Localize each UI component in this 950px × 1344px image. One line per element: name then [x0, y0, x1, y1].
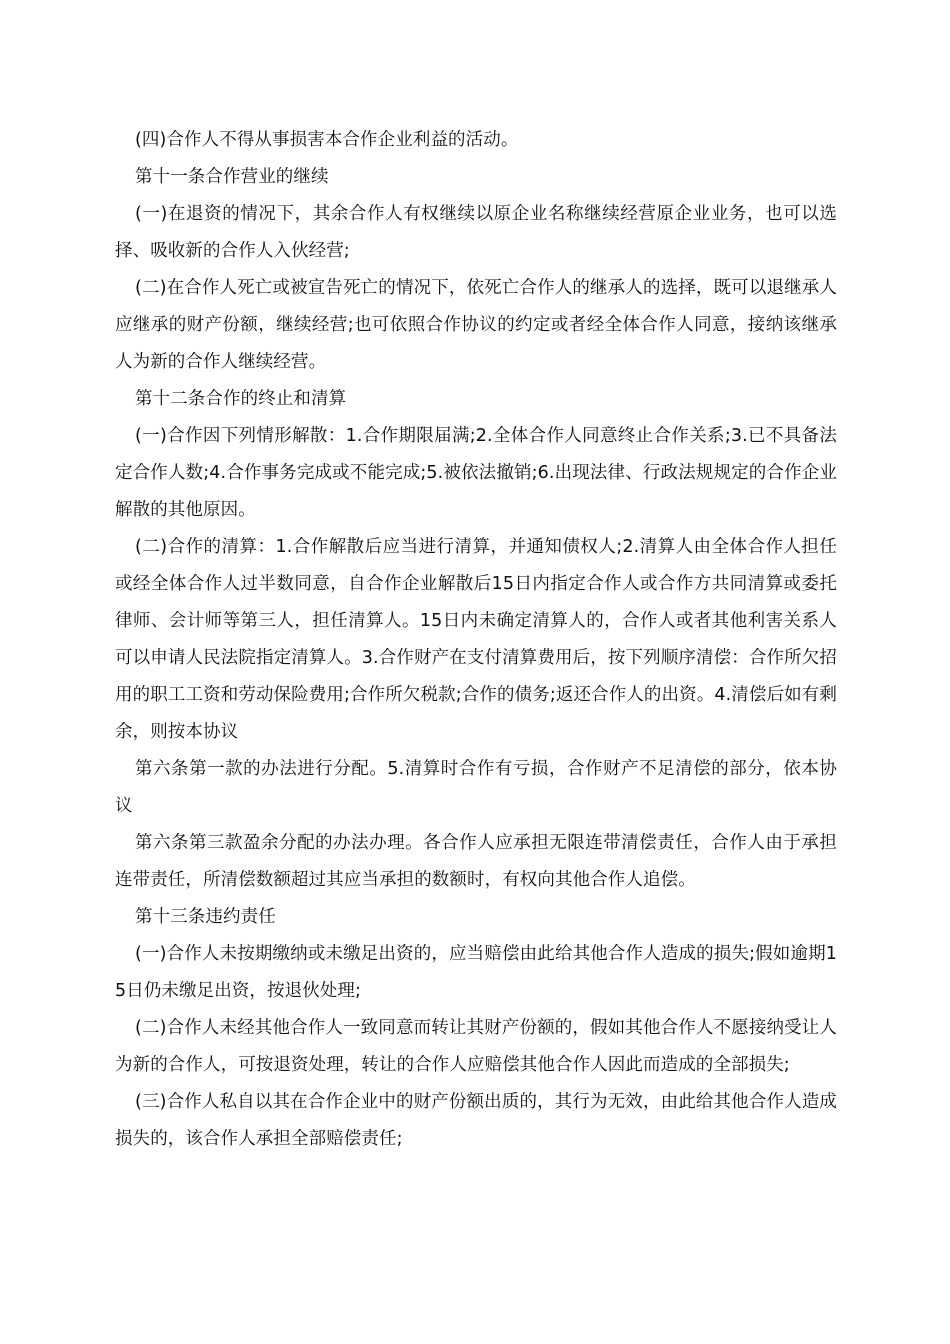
- paragraph-article-11-item-1: (一)在退资的情况下，其余合作人有权继续以原企业名称继续经营原企业业务，也可以选择、吸收新的合作人入伙经营;: [115, 204, 837, 261]
- paragraph-article-12-item-2: (二)合作的清算：1.合作解散后应当进行清算，并通知债权人;2.清算人由全体合作人担任或经全体合作人过半数同意，自合作企业解散后15日内指定合作人或合作方共同清算或委托律师、会计师等第三人，担任清算人。15日内未确定清算人的，合作人或者其他利害关系人可以申请人民法院指定清算人。3.合作财产在支付清算费用后，按下列顺序清偿：合作所欠招用的职工工资和劳动保险费用;合作所欠税款;合作的债务;返还合作人的出资。4.清偿后如有剩余，则按本协议: [115, 537, 837, 742]
- paragraph-article-13-item-1: (一)合作人未按期缴纳或未缴足出资的，应当赔偿由此给其他合作人造成的损失;假如逾期15日仍未缴足出资，按退伙处理;: [115, 944, 837, 1001]
- paragraph-article-13-item-2: (二)合作人未经其他合作人一致同意而转让其财产份额的，假如其他合作人不愿接纳受让人为新的合作人，可按退资处理，转让的合作人应赔偿其他合作人因此而造成的全部损失;: [115, 1018, 837, 1075]
- paragraph-article-6-clause-1: 第六条第一款的办法进行分配。5.清算时合作有亏损，合作财产不足清偿的部分，依本协议: [115, 759, 837, 816]
- heading-article-13: 第十三条违约责任: [135, 907, 276, 927]
- paragraph-article-12-item-1: (一)合作因下列情形解散：1.合作期限届满;2.全体合作人同意终止合作关系;3.已不具备法定合作人数;4.合作事务完成或不能完成;5.被依法撤销;6.出现法律、行政法规规定的合作企业解散的其他原因。: [115, 426, 837, 520]
- paragraph-article-6-clause-3: 第六条第三款盈余分配的办法办理。各合作人应承担无限连带清偿责任，合作人由于承担连带责任，所清偿数额超过其应当承担的数额时，有权向其他合作人追偿。: [115, 833, 837, 890]
- paragraph-article-11-item-2: (二)在合作人死亡或被宣告死亡的情况下，依死亡合作人的继承人的选择，既可以退继承人应继承的财产份额，继续经营;也可依照合作协议的约定或者经全体合作人同意，接纳该继承人为新的合作人继续经营。: [115, 278, 837, 372]
- heading-article-12: 第十二条合作的终止和清算: [135, 389, 347, 409]
- paragraph-article-13-item-3: (三)合作人私自以其在合作企业中的财产份额出质的，其行为无效，由此给其他合作人造成损失的，该合作人承担全部赔偿责任;: [115, 1092, 837, 1149]
- document-body: [115, 122, 837, 1158]
- paragraph-clause-4: (四)合作人不得从事损害本合作企业利益的活动。: [135, 130, 519, 150]
- heading-article-11: 第十一条合作营业的继续: [135, 167, 329, 187]
